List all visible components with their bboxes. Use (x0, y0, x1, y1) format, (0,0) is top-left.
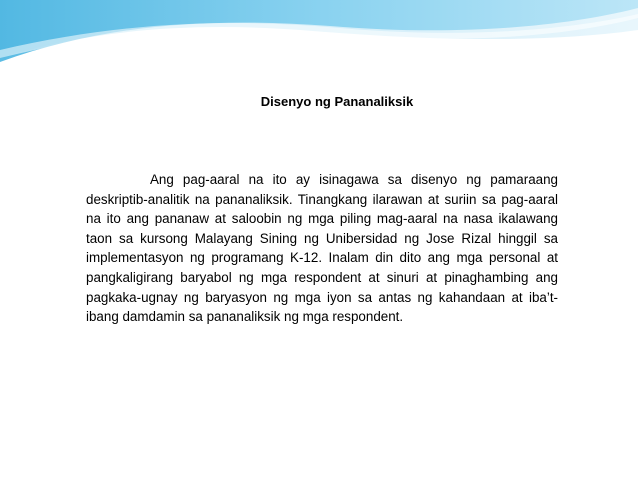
header-wave-decoration (0, 0, 638, 80)
slide-title: Disenyo ng Pananaliksik (260, 94, 414, 109)
body-paragraph: Ang pag-aaral na ito ay isinagawa sa disenyo ng pamaraang deskriptib-analitik na pananaliksik. Tinangkang ilarawan at suriin sa pag-aaral na ito ang pananaw at saloobin ng mga piling mag-aaral na nasa ikalawang taon sa kursong Malayang Sining ng Unibersidad ng Jose Rizal hinggil sa implementasyon ng programang K-12. Inalam din dito ang mga personal at pangkaligirang baryabol ng mga respondent at sinuri at pinaghambing ang pagkaka-ugnay ng baryasyon ng mga iyon sa antas ng kahandaan at iba’t-ibang damdamin sa pananaliksik ng mga respondent. (86, 172, 558, 325)
